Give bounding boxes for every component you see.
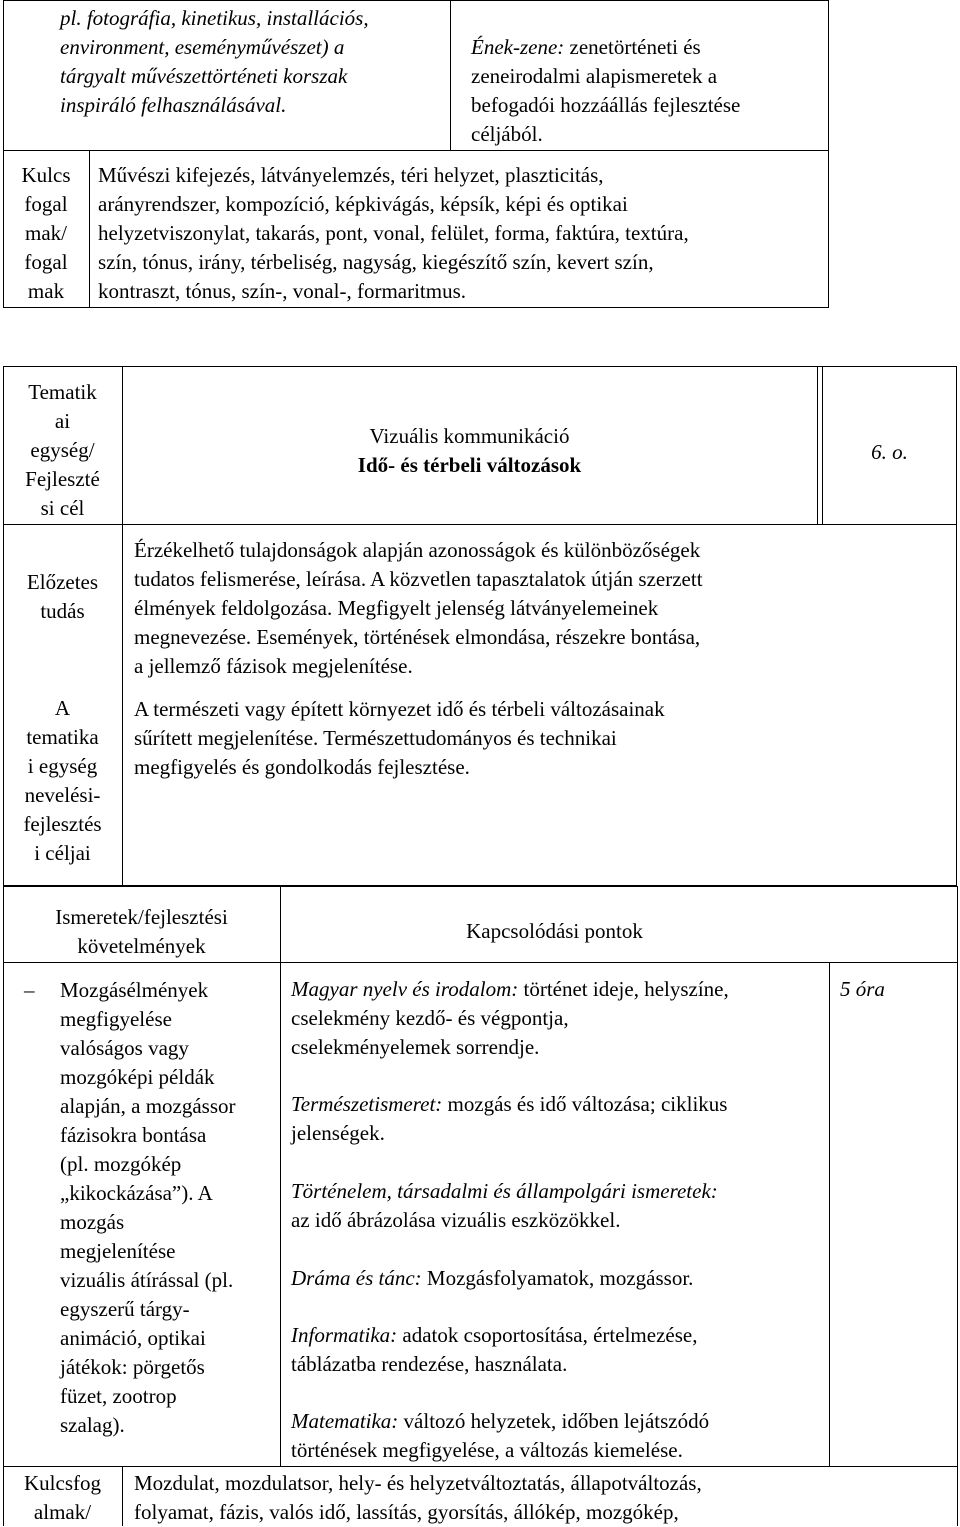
kulcsfogalmak-label: Kulcsfog almak/ bbox=[24, 1471, 101, 1524]
requirements-text: Mozgásélmények megfigyelése valóságos vagy mozgóképi példák alapján, a mozgássor fázisokra bontása (pl. mozgókép „kikockázása”). A mozgás megjelenítése vizuális átírással (pl. egyszerű tárgy- animáció, optikai játékok: pörgetős füzet, zootrop szalag). bbox=[60, 978, 236, 1437]
subject-label: Ének-zene: bbox=[471, 35, 565, 59]
subject-label: Matematika: bbox=[291, 1409, 399, 1433]
connection-tortenelem: Történelem, társadalmi és állampolgári ismeretek: az idő ábrázolása vizuális eszközökkel. bbox=[291, 1179, 718, 1232]
dash-marker: – bbox=[24, 978, 35, 1002]
top-left-cell: pl. fotográfia, kinetikus, installációs, environment, eseményművészet) a tárgyalt művészettörténeti korszak inspiráló felhasználásával. bbox=[60, 6, 369, 117]
connection-termeszetismeret: Természetismeret: mozgás és idő változása; ciklikus jelenségek. bbox=[291, 1092, 728, 1145]
unit-title-main: Vizuális kommunikáció bbox=[369, 424, 570, 448]
top-right-cell: Ének-zene: zenetörténeti és zeneirodalmi alapismeretek a befogadói hozzáállás fejlesztése céljából. bbox=[471, 35, 741, 146]
content-col-divider-1 bbox=[280, 886, 281, 1466]
unit-title-sub: Idő- és térbeli változások bbox=[357, 453, 582, 477]
top-table-divider bbox=[450, 0, 451, 150]
subject-label: Történelem, társadalmi és állampolgári ismeretek: bbox=[291, 1179, 718, 1203]
connections-header: Kapcsolódási pontok bbox=[466, 919, 643, 943]
top-table-row-divider bbox=[3, 150, 829, 151]
connection-drama: Dráma és tánc: Mozgásfolyamatok, mozgássor. bbox=[291, 1266, 694, 1290]
content-right-border bbox=[957, 886, 958, 1526]
elozetes-label: Előzetes tudás bbox=[26, 570, 99, 623]
kulcsfogalmak-text: Mozdulat, mozdulatsor, hely- és helyzetváltoztatás, állapotváltozás, folyamat, fázis, valós idő, lassítás, gyorsítás, állókép, mozgókép, bbox=[134, 1471, 702, 1524]
subject-label: Informatika: bbox=[291, 1323, 398, 1347]
requirements-header: Ismeretek/fejlesztési követelmények bbox=[55, 905, 228, 958]
elozetes-text: Érzékelhető tulajdonságok alapján azonosságok és különbözőségek tudatos felismerése, leírása. A közvetlen tapasztalatok útján szerzett élmények feldolgozása. Megfigyelt jelenség látványelemeinek megnevezése. Események, történések elmondása, részekre bontása, a jellemző fázisok megjelenítése. bbox=[134, 538, 703, 678]
unit-row-divider bbox=[3, 524, 957, 525]
grade-divider-1 bbox=[817, 366, 818, 524]
subject-label: Természetismeret: bbox=[291, 1092, 443, 1116]
grade-label: 6. o. bbox=[871, 440, 908, 464]
kulcs-text: Művészi kifejezés, látványelemzés, téri helyzet, plaszticitás, arányrendszer, kompozíció, képkivágás, képsík, képi és optikai helyzetviszonylat, takarás, pont, vonal, felület, forma, faktúra, textúra, szín, tónus, irány, térbeliség, nagyság, kiegészítő szín, kevert szín, kontraszt, tónus, szín-, vonal-, formaritmus. bbox=[98, 163, 689, 303]
unit-title bbox=[122, 422, 817, 480]
content-header-divider bbox=[3, 962, 957, 963]
subject-label: Magyar nyelv és irodalom: bbox=[291, 977, 519, 1001]
content-left-border bbox=[3, 886, 4, 1526]
connection-informatika: Informatika: adatok csoportosítása, értelmezése, táblázatba rendezése, használata. bbox=[291, 1323, 698, 1376]
subject-label: Dráma és tánc: bbox=[291, 1266, 422, 1290]
hours-label: 5 óra bbox=[840, 977, 885, 1001]
kulcs-col-divider bbox=[89, 150, 90, 308]
tematikai-label: Tematik ai egység/ Fejleszté si cél bbox=[25, 380, 100, 520]
connection-magyar: Magyar nyelv és irodalom: történet ideje, helyszíne, cselekmény kezdő- és végpontja, cselekményelemek sorrendje. bbox=[291, 977, 729, 1059]
content-top-border bbox=[3, 886, 957, 887]
celok-label: A tematika i egység nevelési- fejlesztés i céljai bbox=[23, 696, 102, 865]
celok-text: A természeti vagy épített környezet idő és térbeli változásainak sűrített megjelenítése. Természettudományos és technikai megfigyelés és gondolkodás fejlesztése. bbox=[134, 697, 665, 779]
content-kulcs-divider bbox=[3, 1466, 957, 1467]
content-kulcs-col-divider bbox=[122, 1466, 123, 1526]
connection-matematika: Matematika: változó helyzetek, időben lejátszódó történések megfigyelése, a változás kiemelése. bbox=[291, 1409, 710, 1462]
kulcs-label: Kulcs fogal mak/ fogal mak bbox=[21, 163, 71, 303]
content-col-divider-2 bbox=[829, 962, 830, 1466]
